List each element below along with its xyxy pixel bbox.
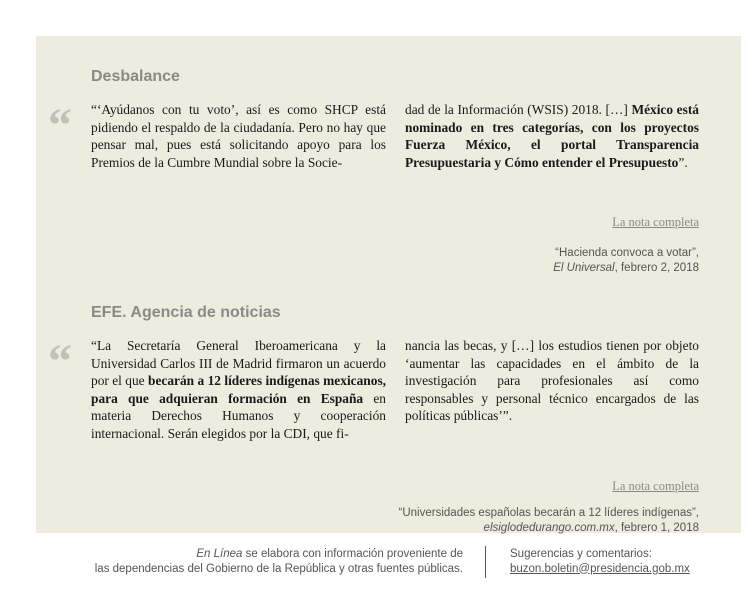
- contact-label: Sugerencias y comentarios:: [510, 548, 652, 560]
- footer-line: [95, 547, 463, 562]
- footer-line: las dependencias del Gobierno de la República y otras fuentes públicas.: [94, 562, 463, 575]
- section-title: EFE. Agencia de noticias: [91, 304, 281, 321]
- quote-text-right: [405, 337, 699, 425]
- source-title: “Hacienda convoca a votar”,: [555, 247, 699, 259]
- footer-contact: [510, 547, 690, 576]
- source-date: , febrero 1, 2018: [614, 522, 699, 534]
- quote-fragment: “La Secretaría General Iberoamericana y la Universidad Carlos III de Madrid firmaron un acuerdo por el que: [91, 338, 386, 389]
- footer-divider: [485, 546, 486, 578]
- quote-fragment: dad de la Información (WSIS) 2018. […]: [405, 102, 632, 117]
- footer-credits: [95, 547, 463, 576]
- section-title: Desbalance: [91, 68, 180, 85]
- quote-fragment: ”.: [678, 154, 688, 170]
- contact-email-link[interactable]: buzon.boletin@presidencia.gob.mx: [510, 562, 690, 575]
- quote-fragment: en materia Derechos Humanos y cooperación internacional. Serán elegidos por la CDI, que fi-: [91, 390, 386, 441]
- quote-icon: “: [48, 335, 72, 388]
- source-citation: [399, 506, 699, 536]
- quote-highlight: becarán a 12 líderes indígenas mexicanos, para que adquieran formación en España: [91, 373, 387, 406]
- source-date: , febrero 2, 2018: [614, 262, 699, 274]
- source-title: “Universidades españolas becarán a 12 líderes indígenas”,: [398, 507, 699, 519]
- quote-text-right: [405, 101, 699, 171]
- quote-text-left: [91, 337, 386, 443]
- publication-name: En Línea: [196, 548, 243, 560]
- footer-text: se elabora con información proveniente de: [242, 548, 463, 560]
- source-citation: [553, 246, 699, 276]
- quote-icon: “: [48, 99, 72, 152]
- quote-fragment: nancia las becas, y […] los estudios tienen por objeto ‘aumentar las capacidades en el ámbito de la investigación para profesionales así como responsables y personal técnico encargados de las políticas públicas’”.: [405, 338, 699, 424]
- full-note-link[interactable]: La nota completa: [612, 215, 699, 229]
- source-line: [553, 261, 699, 276]
- full-note-link[interactable]: La nota completa: [612, 479, 699, 493]
- source-publication: elsiglodedurango.com.mx: [483, 522, 615, 534]
- quote-text-left: [91, 101, 386, 171]
- source-publication: El Universal: [553, 262, 615, 274]
- quote-highlight: México está nominado en tres categorías, con los proyectos Fuerza México, el portal Transparencia Presupuestaria y Cómo entender el Presupuesto: [405, 102, 699, 170]
- source-line: [399, 521, 699, 536]
- content-panel: [36, 36, 741, 533]
- quote-fragment: “‘Ayúdanos con tu voto’, así es como SHCP está pidiendo el respaldo de la ciudadanía. Pero no hay que pensar mal, pues está solicitando apoyo para los Premios de la Cumbre Mundial sobre la Socie-: [91, 102, 386, 170]
